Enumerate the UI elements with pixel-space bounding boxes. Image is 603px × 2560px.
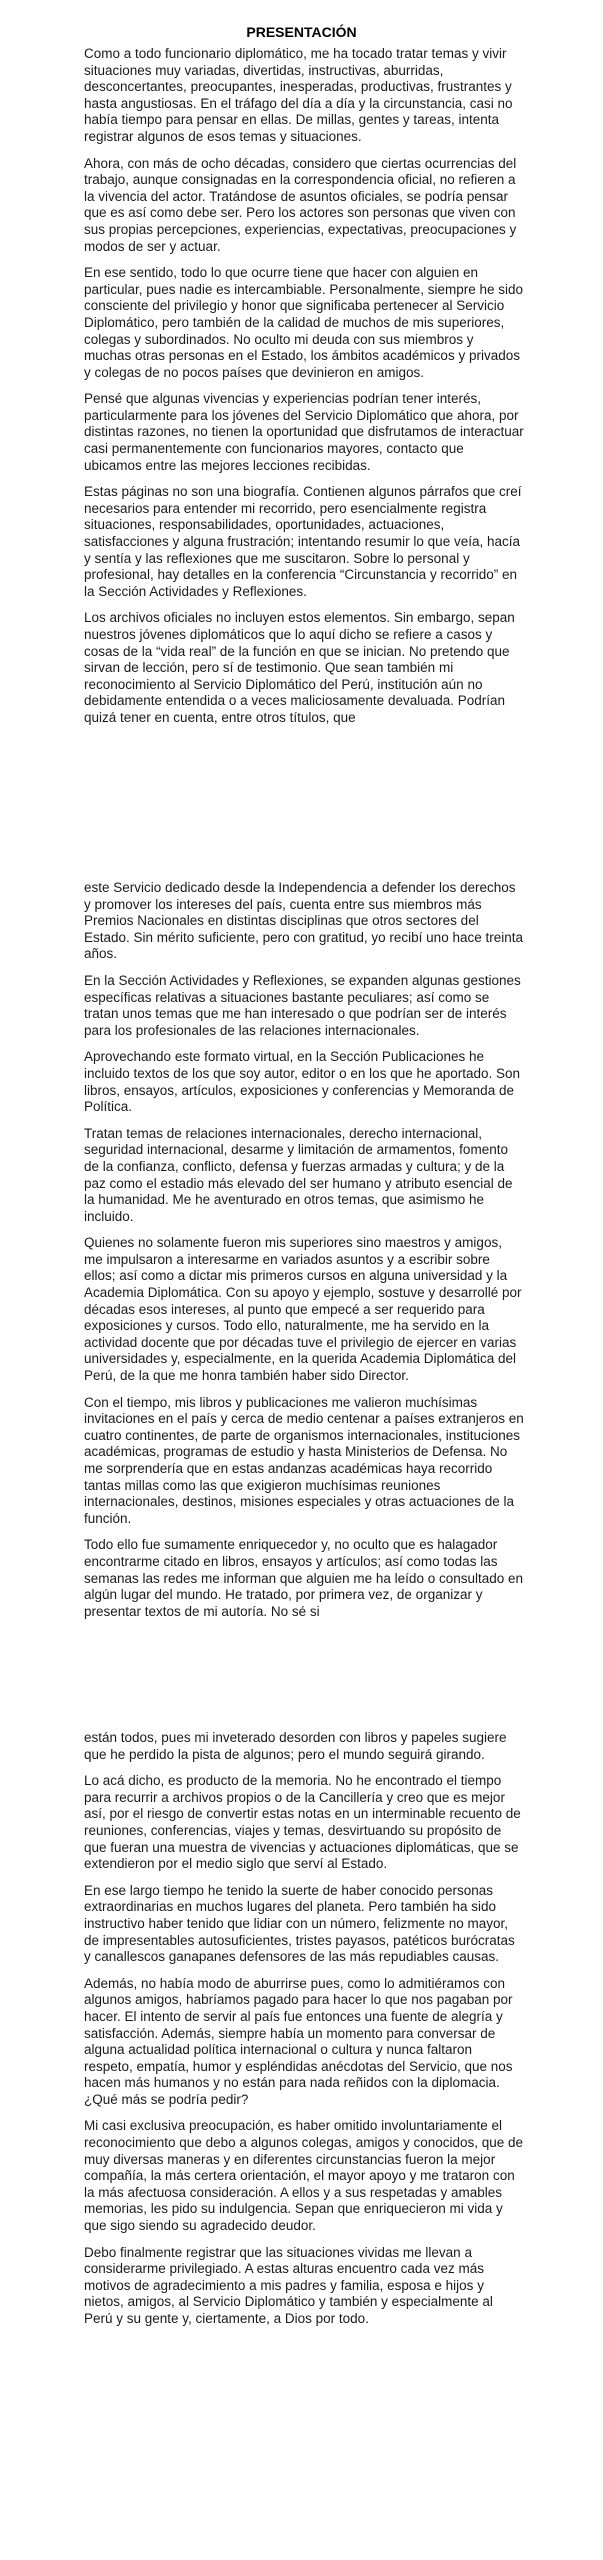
- text-block-3: [84, 1730, 524, 2338]
- paragraph: Además, no había modo de aburrirse pues, como lo admitiéramos con algunos amigos, habríamos pagado para hacer lo que nos pagaban por hacer. El intento de servir al país fue entonces una fuente de alegría y satisfacción. Además, siempre había un momento para conversar de alguna actualidad política internacional o cultura y nunca faltaron respeto, empatía, humor y espléndidas anécdotas del Servicio, que nos hacen más humanos y no están para nada reñidos con la diplomacia. ¿Qué más se podría pedir?: [84, 1975, 513, 2107]
- paragraph: están todos, pues mi inveterado desorden con libros y papeles sugiere que he perdido la pista de algunos; pero el mundo seguirá girando.: [84, 1730, 507, 1762]
- paragraph: Mi casi exclusiva preocupación, es haber omitido involuntariamente el reconocimiento que debo a algunos colegas, amigos y conocidos, que de muy diversas maneras y en diferentes circunstancias fueron la mejor compañía, la más certera orientación, el mayor apoyo y me trataron con la más afectuosa consideración. A ellos y a sus respetadas y amables memorias, les pido su indulgencia. Sepan que enriquecieron mi vida y que sigo siendo su agradecido deudor.: [84, 2118, 524, 2234]
- paragraph: Pensé que algunas vivencias y experiencias podrían tener interés, particularmente para los jóvenes del Servicio Diplomático que ahora, por distintas razones, no tienen la oportunidad que disfrutamos de interactuar casi permanentemente con funcionarios mayores, contacto que ubicamos entre las mejores lecciones recibidas.: [84, 391, 524, 473]
- paragraph: Quienes no solamente fueron mis superiores sino maestros y amigos, me impulsaron a interesarme en variados asuntos y a escribir sobre ellos; así como a dictar mis primeros cursos en alguna universidad y la Academia Diplomática. Con su apoyo y ejemplo, sostuve y desarrollé por décadas esos intereses, al punto que empecé a ser requerido para exposiciones y cursos. Todo ello, naturalmente, me ha servido en la actividad docente que por décadas tuve el privilegio de ejercer en varias universidades y, especialmente, en la querida Academia Diplomática del Perú, de la que me honra también haber sido Director.: [84, 1235, 522, 1384]
- paragraph: Aprovechando este formato virtual, en la Sección Publicaciones he incluido textos de los que soy autor, editor o en los que he aportado. Son libros, ensayos, artículos, exposiciones y conferencias y Memoranda de Política.: [84, 1049, 521, 1115]
- paragraph: Como a todo funcionario diplomático, me ha tocado tratar temas y vivir situaciones muy variadas, divertidas, instructivas, aburridas, desconcertantes, preocupantes, inesperadas, productivas, frustrantes y hasta angustiosas. En el tráfago del día a día y la circunstancia, casi no había tiempo para pensar en ellas. De millas, gentes y tareas, intenta registrar algunos de esos temas y situaciones.: [84, 46, 513, 144]
- paragraph: Los archivos oficiales no incluyen estos elementos. Sin embargo, sepan nuestros jóvenes diplomáticos que lo aquí dicho se refiere a casos y cosas de la “vida real” de la función en que se inician. No pretendo que sirvan de lección, pero sí de testimonio. Que sean también mi reconocimiento al Servicio Diplomático del Perú, institución aún no debidamente entendida o a veces maliciosamente devaluada. Podrían quizá tener en cuenta, entre otros títulos, que: [84, 610, 515, 725]
- paragraph: Tratan temas de relaciones internacionales, derecho internacional, seguridad internacional, desarme y limitación de armamentos, fomento de la confianza, conflicto, defensa y fuerzas armadas y cultura; y de la paz como el estadio más elevado del ser humano y atributo esencial de la humanidad. Me he aventurado en otros temas, que asimismo he incluido.: [84, 1125, 513, 1224]
- text-block-2: [84, 880, 524, 1630]
- paragraph: Lo acá dicho, es producto de la memoria. No he encontrado el tiempo para recurrir a archivos propios o de la Cancillería y creo que es mejor así, por el riesgo de convertir estas notas en un interminable recuento de reuniones, conferencias, viajes y temas, desvirtuando su propósito de que fueran una muestra de vivencias y actuaciones diplomáticas, que se extendieron por el medio siglo que serví al Estado.: [84, 1773, 521, 1872]
- paragraph: Todo ello fue sumamente enriquecedor y, no oculto que es halagador encontrarme citado en libros, ensayos y artículos; así como todas las semanas las redes me informan que alguien me ha leído o consultado en algún lugar del mundo. He tratado, por primera vez, de organizar y presentar textos de mi autoría. No sé si: [84, 1537, 524, 1619]
- paragraph: Debo finalmente registrar que las situaciones vividas me llevan a considerarme privilegiado. A estas alturas encuentro cada vez más motivos de agradecimiento a mis padres y familia, esposa e hijos y nietos, amigos, al Servicio Diplomático y también y especialmente al Perú y su gente y, ciertamente, a Dios por todo.: [84, 2244, 493, 2326]
- paragraph: Estas páginas no son una biografía. Contienen algunos párrafos que creí necesarios para entender mi recorrido, pero esencialmente registra situaciones, responsabilidades, oportunidades, actuaciones, satisfacciones y alguna frustración; intentando resumir lo que veía, hacía y sentía y las reflexiones que me suscitaron. Sobre lo personal y profesional, hay detalles en la conferencia “Circunstancia y recorrido” en la Sección Actividades y Reflexiones.: [84, 484, 522, 599]
- paragraph: En ese largo tiempo he tenido la suerte de haber conocido personas extraordinarias en muchos lugares del planeta. Pero también ha sido instructivo haber tenido que lidiar con un número, felizmente no mayor, de impresentables autosuficientes, tristes payasos, patéticos burócratas y canallescos ganapanes defensores de las más repudiables causas.: [84, 1882, 515, 1965]
- page-title: PRESENTACIÓN: [246, 24, 357, 40]
- paragraph: En la Sección Actividades y Reflexiones, se expanden algunas gestiones específicas relativas a situaciones bastante peculiares; así como se tratan unos temas que me han interesado o que podrían ser de interés para los profesionales de las relaciones internacionales.: [84, 972, 521, 1038]
- text-block-1: [84, 46, 524, 737]
- paragraph: En ese sentido, todo lo que ocurre tiene que hacer con alguien en particular, pues nadie es intercambiable. Personalmente, siempre he sido consciente del privilegio y honor que significaba pertenecer al Servicio Diplomático, pero también de la calidad de muchos de mis superiores, colegas y subordinados. No oculto mi deuda con sus miembros y muchas otras personas en el Estado, los ámbitos académicos y privados y colegas de no pocos países que devinieron en amigos.: [84, 265, 523, 380]
- paragraph: Ahora, con más de ocho décadas, considero que ciertas ocurrencias del trabajo, aunque consignadas en la correspondencia oficial, no refieren a la vivencia del actor. Tratándose de asuntos oficiales, se podría pensar que es así como debe ser. Pero los actores son personas que viven con sus propias percepciones, experiencias, expectativas, preocupaciones y modos de ser y actuar.: [84, 155, 517, 254]
- paragraph: Con el tiempo, mis libros y publicaciones me valieron muchísimas invitaciones en el país y cerca de medio centenar a países extranjeros en cuatro continentes, de parte de organismos internacionales, instituciones académicas, programas de estudio y hasta Ministerios de Defensa. No me sorprendería que en estas andanzas académicas haya recorrido tantas millas como las que exigieron muchísimas reuniones internacionales, destinos, misiones especiales y otras actuaciones de la función.: [84, 1394, 524, 1526]
- paragraph: este Servicio dedicado desde la Independencia a defender los derechos y promover los intereses del país, cuenta entre sus miembros más Premios Nacionales en distintas disciplinas que otros sectores del Estado. Sin mérito suficiente, pero con gratitud, yo recibí uno hace treinta años.: [84, 880, 523, 962]
